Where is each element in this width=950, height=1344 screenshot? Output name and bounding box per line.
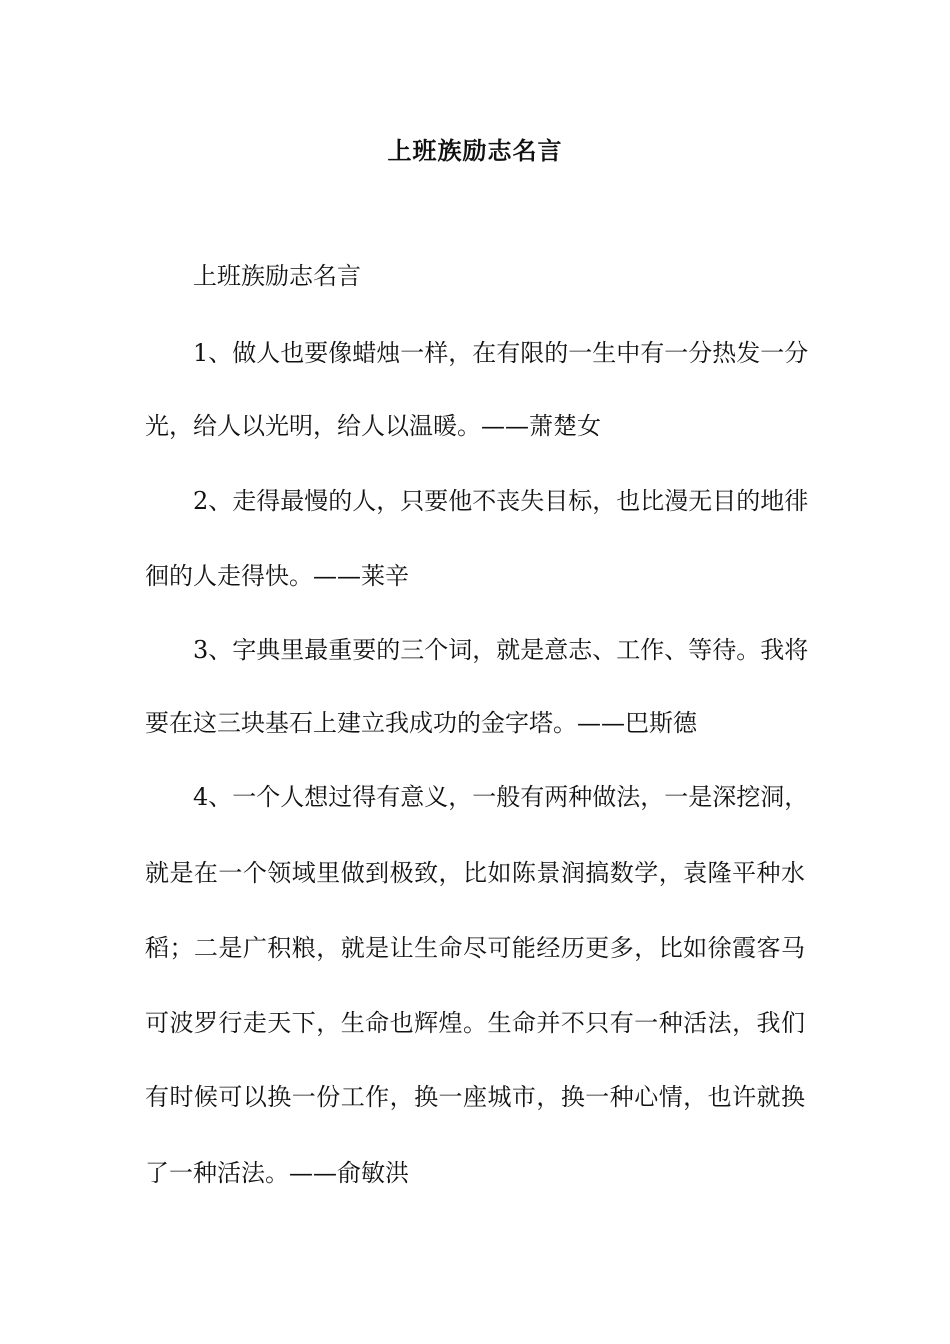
quote-1-line-2: 光，给人以光明，给人以温暖。——萧楚女 — [145, 412, 601, 440]
quote-4-line-6: 了一种活法。——俞敏洪 — [145, 1159, 409, 1187]
quote-4-line-3: 稻；二是广积粮，就是让生命尽可能经历更多，比如徐霞客马 — [145, 934, 805, 962]
quote-3-line-1: 3、字典里最重要的三个词，就是意志、工作、等待。我将 — [193, 636, 809, 664]
quote-3-line-2: 要在这三块基石上建立我成功的金字塔。——巴斯德 — [145, 709, 697, 737]
section-heading: 上班族励志名言 — [193, 262, 361, 290]
document-title: 上班族励志名言 — [387, 136, 563, 165]
quote-4-line-4: 可波罗行走天下，生命也辉煌。生命并不只有一种活法，我们 — [145, 1009, 805, 1037]
quote-4-line-5: 有时候可以换一份工作，换一座城市，换一种心情，也许就换 — [145, 1083, 805, 1111]
quote-1-line-1: 1、做人也要像蜡烛一样，在有限的一生中有一分热发一分 — [193, 339, 809, 367]
quote-2-line-1: 2、走得最慢的人，只要他不丧失目标，也比漫无目的地徘 — [193, 487, 809, 515]
quote-4-line-1: 4、一个人想过得有意义，一般有两种做法，一是深挖洞， — [193, 783, 809, 811]
quote-2-line-2: 徊的人走得快。——莱辛 — [145, 562, 409, 590]
quote-4-line-2: 就是在一个领域里做到极致，比如陈景润搞数学，袁隆平种水 — [145, 859, 805, 887]
